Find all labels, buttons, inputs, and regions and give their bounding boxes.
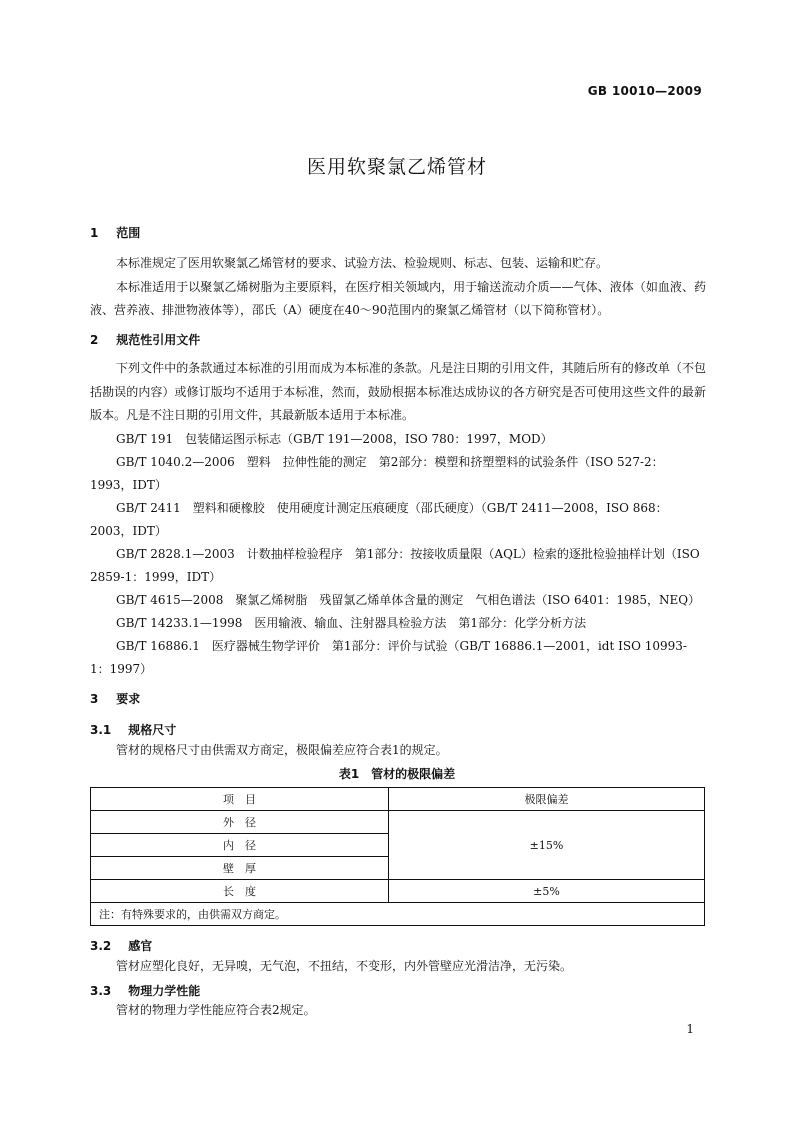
paragraph: 本标准规定了医用软聚氯乙烯管材的要求、试验方法、检验规则、标志、包装、运输和贮存。 (116, 256, 609, 270)
section-number: 3 (90, 692, 99, 706)
reference-item: GB/T 191 包装储运图示标志（GB/T 191—2008，ISO 780：1997，MOD） (116, 431, 553, 446)
section-2-body (90, 357, 706, 681)
paragraph: 管材的物理力学性能应符合表2规定。 (116, 1003, 316, 1017)
row-label: 内 径 (91, 834, 389, 857)
section-number: 3.2 (90, 939, 112, 953)
section-3-heading (90, 690, 706, 707)
deviation-value: ±5% (389, 880, 705, 903)
section-number: 2 (90, 333, 99, 347)
table-row (91, 811, 705, 834)
paragraph: 管材应塑化良好，无异嗅，无气泡，不扭结，不变形，内外管壁应光滑洁净，无污染。 (116, 959, 573, 973)
section-number: 3.3 (90, 984, 112, 998)
table-title: 表1 管材的极限偏差 (338, 767, 456, 781)
section-3-2-body (90, 955, 706, 979)
section-3-1-heading (90, 721, 706, 738)
standard-code: GB 10010—2009 (587, 84, 702, 98)
header-cell-deviation: 极限偏差 (389, 788, 705, 811)
row-label: 长 度 (91, 880, 389, 903)
section-title: 物理力学性能 (128, 984, 201, 998)
section-3-3-heading (90, 982, 706, 999)
section-1-body (90, 252, 706, 323)
reference-item: GB/T 14233.1—1998 医用输液、输血、注射器具检验方法 第1部分：化学分析方法 (116, 615, 587, 630)
row-label: 外 径 (91, 811, 389, 834)
section-title: 范围 (116, 226, 141, 240)
reference-item: GB/T 16886.1 医疗器械生物学评价 第1部分：评价与试验（GB/T 16886.1—2001，idt ISO 10993-1：1997） (90, 638, 687, 676)
page-number: 1 (686, 1022, 694, 1036)
section-title: 要求 (116, 692, 141, 706)
paragraph: 下列文件中的条款通过本标准的引用而成为本标准的条款。凡是注日期的引用文件，其随后所有的修改单（不包括勘误的内容）或修订版均不适用于本标准，然而，鼓励根据本标准达成协议的各方研究是否可使用这些文件的最新版本。凡是不注日期的引用文件，其最新版本适用于本标准。 (90, 361, 706, 422)
reference-item: GB/T 2411 塑料和硬橡胶 使用硬度计测定压痕硬度（邵氏硬度）（GB/T 2411—2008，ISO 868：2003，IDT） (90, 500, 668, 538)
section-title: 规范性引用文件 (116, 333, 201, 347)
section-3-1-body (90, 739, 706, 763)
section-title: 规格尺寸 (128, 723, 177, 737)
section-1-heading (90, 224, 706, 241)
paragraph: 管材的规格尺寸由供需双方商定，极限偏差应符合表1的规定。 (116, 743, 448, 757)
row-label: 壁 厚 (91, 857, 389, 880)
reference-item: GB/T 4615—2008 聚氯乙烯树脂 残留氯乙烯单体含量的测定 气相色谱法（ISO 6401：1985，NEQ） (116, 592, 701, 607)
deviation-value: ±15% (389, 811, 705, 880)
section-3-2-heading (90, 937, 706, 954)
section-number: 3.1 (90, 723, 112, 737)
table-header-row (91, 788, 705, 811)
header-cell-item: 项 目 (91, 788, 389, 811)
paragraph: 本标准适用于以聚氯乙烯树脂为主要原料，在医疗相关领域内，用于输送流动介质——气体、液体（如血液、药液、营养液、排泄物液体等），邵氏（A）硬度在40～90范围内的聚氯乙烯管材（以下简称管材）。 (90, 279, 706, 317)
section-title: 感官 (128, 939, 153, 953)
section-3-3-body (90, 999, 706, 1023)
table-row (91, 880, 705, 903)
deviation-table (90, 787, 705, 926)
section-number: 1 (90, 226, 99, 240)
reference-item: GB/T 1040.2—2006 塑料 拉伸性能的测定 第2部分：模塑和挤塑塑料的试验条件（ISO 527-2：1993，IDT） (90, 454, 664, 492)
table-note-row (91, 903, 705, 926)
reference-item: GB/T 2828.1—2003 计数抽样检验程序 第1部分：按接收质量限（AQL）检索的逐批检验抽样计划（ISO 2859-1：1999，IDT） (90, 546, 700, 584)
table-note: 注：有特殊要求的，由供需双方商定。 (91, 903, 705, 926)
section-2-heading (90, 331, 706, 348)
document-title: 医用软聚氯乙烯管材 (306, 156, 487, 178)
